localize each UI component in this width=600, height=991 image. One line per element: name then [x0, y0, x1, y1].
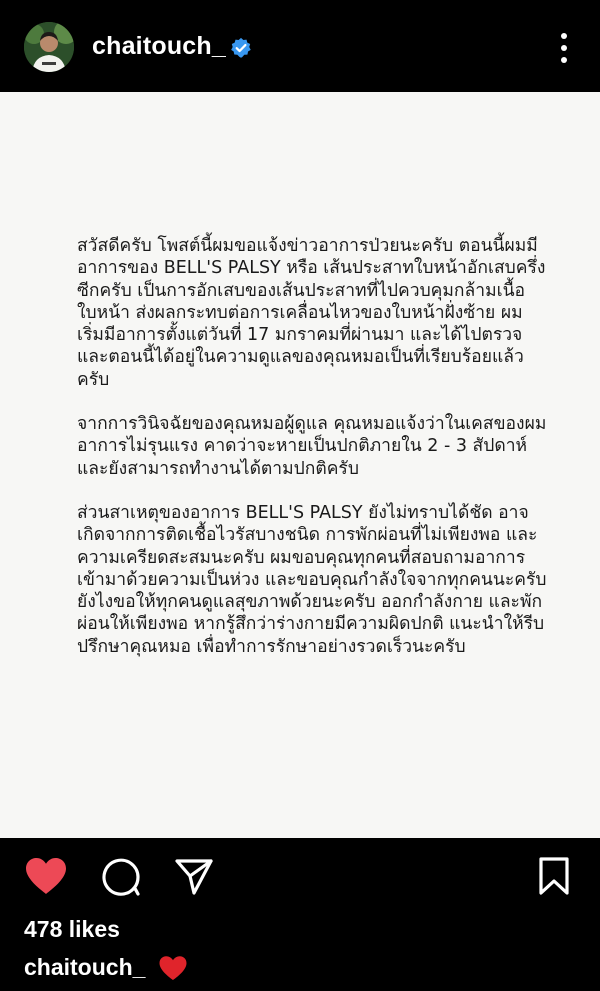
more-options-icon[interactable]: [554, 30, 574, 66]
post-text: [77, 235, 547, 680]
send-icon[interactable]: [174, 856, 214, 896]
heart-filled-icon[interactable]: [24, 856, 68, 896]
verified-badge-icon: [230, 37, 252, 59]
likes-count[interactable]: 478 likes: [24, 916, 120, 942]
post-paragraph: สวัสดีครับ โพสต์นี้ผมขอแจ้งข่าวอาการป่วยนะครับ ตอนนี้ผมมีอาการของ BELL'S PALSY หรือ เส้นประสาทใบหน้าอักเสบครึ่งซีกครับ เป็นการอักเสบของเส้นประสาทที่ไปควบคุมกล้ามเนื้อใบหน้า ส่งผลกระทบต่อการเคลื่อนไหวของใบหน้าฝั่งซ้าย ผมเริ่มมีอาการตั้งแต่วันที่ 17 มกราคมที่ผ่านมา และได้ไปตรวจและตอนนี้ได้อยู่ในความดูแลของคุณหมอเป็นที่เรียบร้อยแล้วครับ: [77, 236, 546, 390]
post-header: [0, 0, 600, 92]
bookmark-icon[interactable]: [538, 856, 570, 896]
username[interactable]: chaitouch_: [92, 32, 226, 60]
post-paragraph: ส่วนสาเหตุของอาการ BELL'S PALSY ยังไม่ทราบได้ชัด อาจเกิดจากการติดเชื้อไวรัสบางชนิด การพักผ่อนที่ไม่เพียงพอ และความเครียดสะสมนะครับ ผมขอบคุณทุกคนที่สอบถามอาการเข้ามาด้วยความเป็นห่วง และขอบคุณกำลังใจจากทุกคนนะครับ ยังไงขอให้ทุกคนดูแลสุขภาพด้วยนะครับ ออกกำลังกาย และพักผ่อนให้เพียงพอ หากรู้สึกว่าร่างกายมีความผิดปกติ แนะนำให้รีบปรึกษาคุณหมอ เพื่อทำการรักษาอย่างรวดเร็วนะครับ: [77, 502, 547, 657]
caption-username[interactable]: chaitouch_: [24, 954, 146, 980]
red-heart-icon: [158, 955, 188, 981]
profile-photo: [24, 22, 74, 72]
comment-icon[interactable]: [100, 856, 142, 898]
post-paragraph: จากการวินิจฉัยของคุณหมอผู้ดูแล คุณหมอแจ้งว่าในเคสของผม อาการไม่รุนแรง คาดว่าจะหายเป็นปกติภายใน 2 - 3 สัปดาห์ และยังสามารถทำงานได้ตามปกติครับ: [77, 414, 547, 479]
avatar[interactable]: [24, 22, 74, 72]
post-image[interactable]: [0, 92, 600, 838]
